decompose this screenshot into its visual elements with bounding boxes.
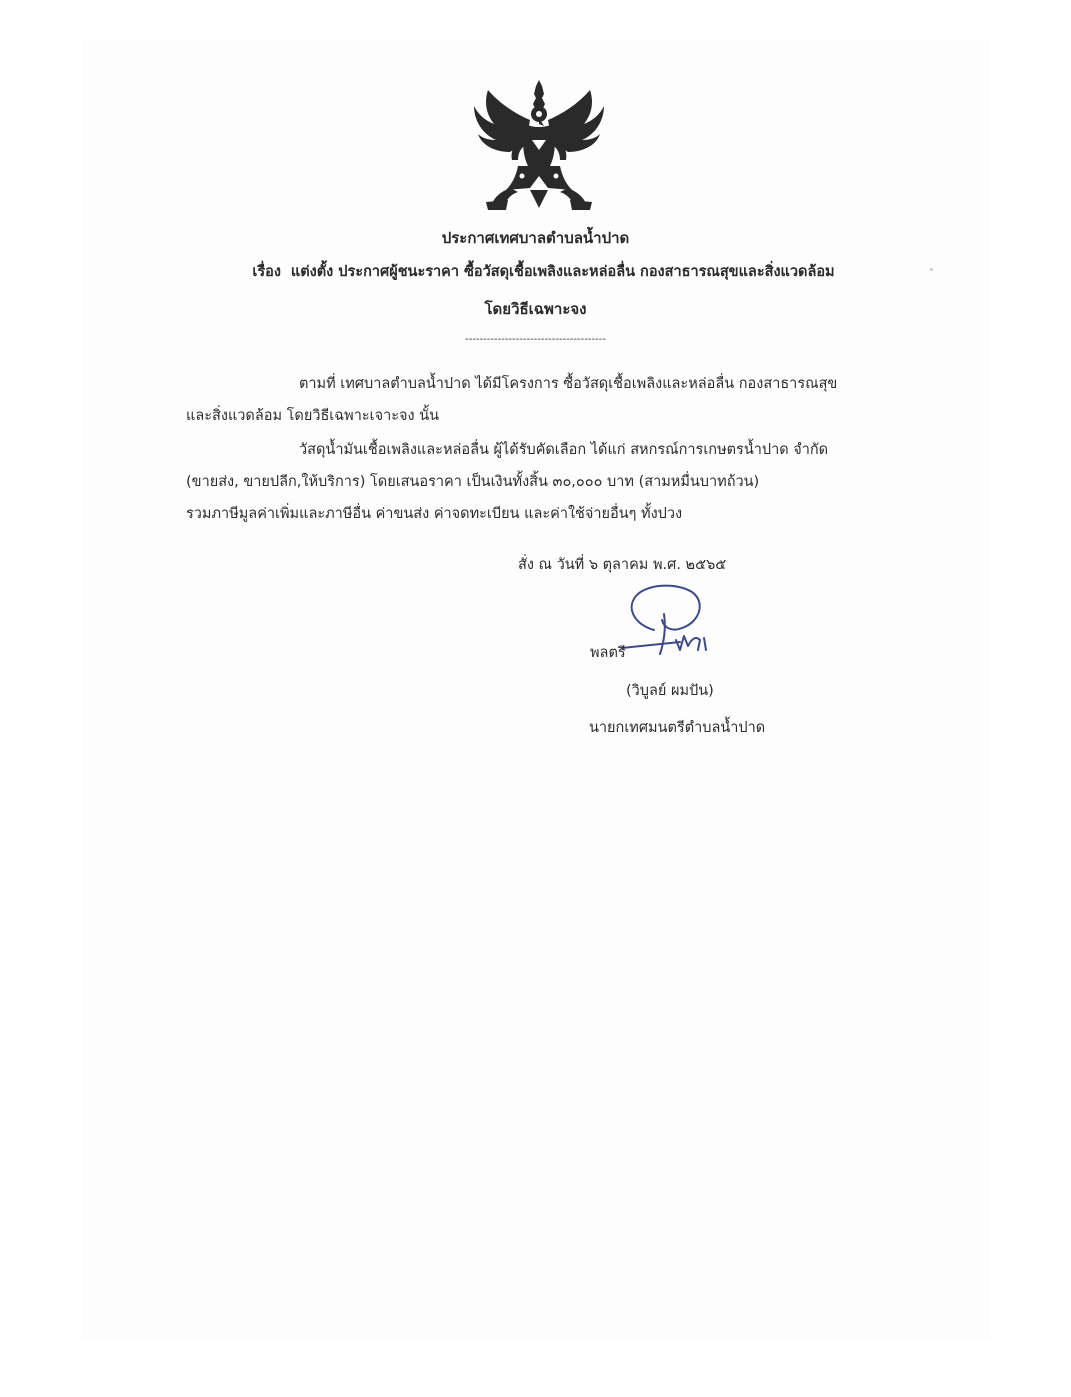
paragraph-winner xyxy=(186,434,892,530)
signer-rank: พลตรี xyxy=(590,645,626,661)
subject-text: แต่งตั้ง ประกาศผู้ชนะราคา ซื้อวัสดุเชื้อเพลิงและหล่อลื่น กองสาธารณสุขและสิ่งแวดล้อม xyxy=(290,264,835,280)
announcement-heading: ประกาศเทศบาลตำบลน้ำปาด xyxy=(441,229,630,247)
subject-line xyxy=(8,260,1071,283)
paragraph-line: ตามที่ เทศบาลตำบลน้ำปาด ได้มีโครงการ ซื้อวัสดุเชื้อเพลิงและหล่อลื่น กองสาธารณสุข xyxy=(299,376,838,392)
paragraph-project xyxy=(186,368,892,432)
paragraph-line: และสิ่งแวดล้อม โดยวิธีเฉพาะเจาะจง นั้น xyxy=(186,408,440,424)
separator-line: --------------------------------------- xyxy=(465,334,606,345)
subject-label: เรื่อง xyxy=(252,264,281,280)
paragraph-line: วัสดุน้ำมันเชื้อเพลิงและหล่อลื่น ผู้ได้รับคัดเลือก ได้แก่ สหกรณ์การเกษตรน้ำปาด จำกัด xyxy=(299,442,829,458)
signer-position: นายกเทศมนตรีตำบลน้ำปาด xyxy=(589,720,766,736)
procurement-method: โดยวิธีเฉพาะจง xyxy=(484,300,587,318)
scan-speck xyxy=(930,268,933,271)
signer-name: (วิบูลย์ ผมปัน) xyxy=(626,683,714,699)
paragraph-line: รวมภาษีมูลค่าเพิ่มและภาษีอื่น ค่าขนส่ง ค่าจดทะเบียน และค่าใช้จ่ายอื่นๆ ทั้งปวง xyxy=(186,506,683,522)
order-date: สั่ง ณ วันที่ ๖ ตุลาคม พ.ศ. ๒๕๖๕ xyxy=(518,557,727,573)
paragraph-line: (ขายส่ง, ขายปลีก,ให้บริการ) โดยเสนอราคา เป็นเงินทั้งสิ้น ๓๐,๐๐๐ บาท (สามหมื่นบาทถ้วน) xyxy=(186,474,760,490)
handwritten-signature xyxy=(620,580,730,660)
garuda-emblem-icon xyxy=(470,80,608,212)
